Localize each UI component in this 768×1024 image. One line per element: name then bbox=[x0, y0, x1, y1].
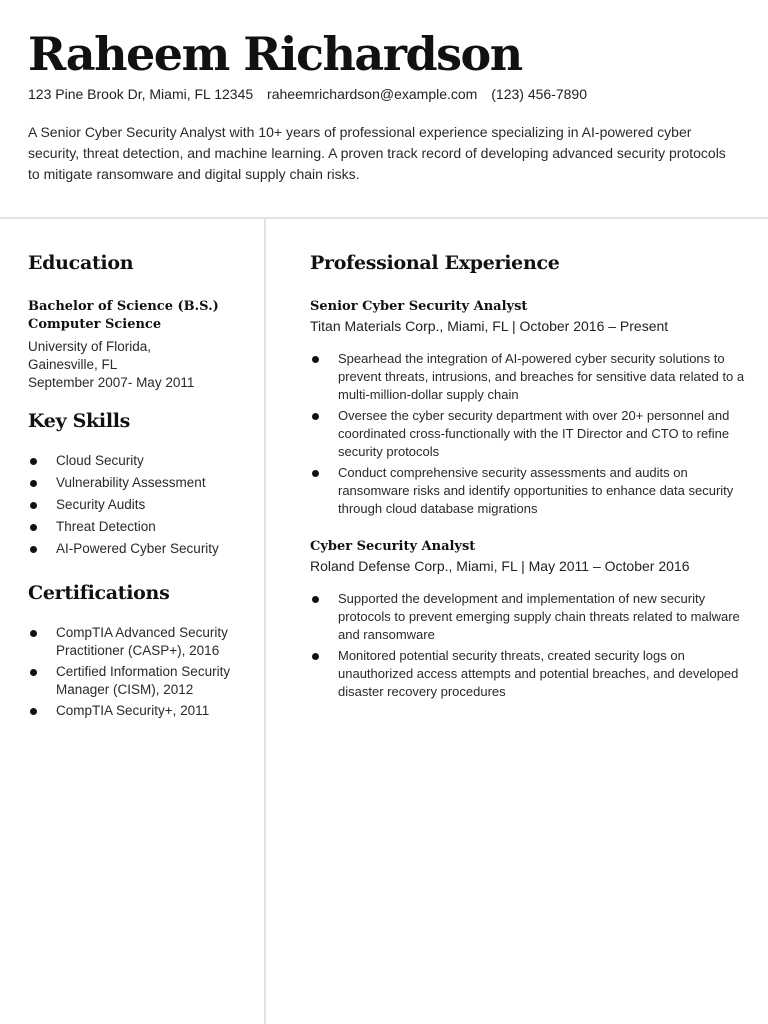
job-entry bbox=[310, 538, 750, 701]
list-item: Threat Detection bbox=[28, 518, 254, 536]
bullet-icon bbox=[312, 413, 319, 420]
job-bullets bbox=[310, 590, 750, 701]
left-column bbox=[28, 252, 254, 723]
right-column bbox=[310, 252, 750, 701]
address: 123 Pine Brook Dr, Miami, FL 12345 bbox=[28, 86, 254, 102]
education-dates: September 2007- May 2011 bbox=[28, 375, 195, 390]
education-location: Gainesville, FL bbox=[28, 357, 118, 372]
list-item: Cloud Security bbox=[28, 452, 254, 470]
job-company: Roland Defense Corp., Miami, FL | May 2011 – October 2016 bbox=[310, 558, 690, 574]
list-item: Conduct comprehensive security assessments and audits on ransomware risks and identify opportunities to enhance data security through cloud database migrations bbox=[310, 464, 750, 518]
bullet-icon bbox=[30, 480, 37, 487]
job-bullets bbox=[310, 350, 750, 518]
bullet-icon bbox=[30, 502, 37, 509]
certifications-heading: Certifications bbox=[28, 582, 170, 604]
list-item: Oversee the cyber security department with over 20+ personnel and coordinated cross-functionally with the IT Director and CTO to refine security protocols bbox=[310, 407, 750, 461]
list-item: Security Audits bbox=[28, 496, 254, 514]
list-item: Monitored potential security threats, created security logs on unauthorized access attempts and potential breaches, and developed disaster recovery procedures bbox=[310, 647, 750, 701]
bullet-icon bbox=[312, 596, 319, 603]
candidate-name: Raheem Richardson bbox=[28, 27, 522, 81]
header-divider bbox=[0, 217, 768, 219]
list-item: Supported the development and implementation of new security protocols to prevent emerging supply chain threats related to malware and ransomware bbox=[310, 590, 750, 644]
certifications-list bbox=[28, 624, 254, 720]
job-title: Cyber Security Analyst bbox=[310, 539, 476, 554]
education-degree: Bachelor of Science (B.S.) bbox=[28, 299, 219, 314]
list-item: CompTIA Advanced Security Practitioner (CASP+), 2016 bbox=[28, 624, 254, 660]
bullet-icon bbox=[30, 630, 37, 637]
job-entry bbox=[310, 298, 750, 518]
phone: (123) 456-7890 bbox=[491, 86, 587, 102]
contact-line bbox=[28, 86, 597, 102]
skills-heading: Key Skills bbox=[28, 410, 131, 432]
bullet-icon bbox=[312, 653, 319, 660]
email: raheemrichardson@example.com bbox=[267, 86, 478, 102]
education-school: University of Florida, bbox=[28, 339, 152, 354]
job-company: Titan Materials Corp., Miami, FL | October 2016 – Present bbox=[310, 318, 669, 334]
bullet-icon bbox=[312, 356, 319, 363]
bullet-icon bbox=[30, 546, 37, 553]
experience-heading: Professional Experience bbox=[310, 252, 560, 274]
bullet-icon bbox=[312, 470, 319, 477]
list-item: Spearhead the integration of AI-powered cyber security solutions to prevent threats, intrusions, and breaches for sensitive data related to a multi-million-dollar supply chain bbox=[310, 350, 750, 404]
education-major: Computer Science bbox=[28, 317, 162, 332]
summary: A Senior Cyber Security Analyst with 10+ years of professional experience specializing in AI-powered cyber security, threat detection, and machine learning. A proven track record of developing advanced security protocols to mitigate ransomware and digital supply chain risks. bbox=[28, 124, 726, 182]
bullet-icon bbox=[30, 458, 37, 465]
list-item: Certified Information Security Manager (CISM), 2012 bbox=[28, 663, 254, 699]
list-item: AI-Powered Cyber Security bbox=[28, 540, 254, 558]
column-divider bbox=[264, 219, 266, 1024]
bullet-icon bbox=[30, 708, 37, 715]
education-heading: Education bbox=[28, 252, 134, 274]
job-title: Senior Cyber Security Analyst bbox=[310, 299, 528, 314]
bullet-icon bbox=[30, 669, 37, 676]
bullet-icon bbox=[30, 524, 37, 531]
list-item: Vulnerability Assessment bbox=[28, 474, 254, 492]
list-item: CompTIA Security+, 2011 bbox=[28, 702, 254, 720]
skills-list bbox=[28, 452, 254, 558]
